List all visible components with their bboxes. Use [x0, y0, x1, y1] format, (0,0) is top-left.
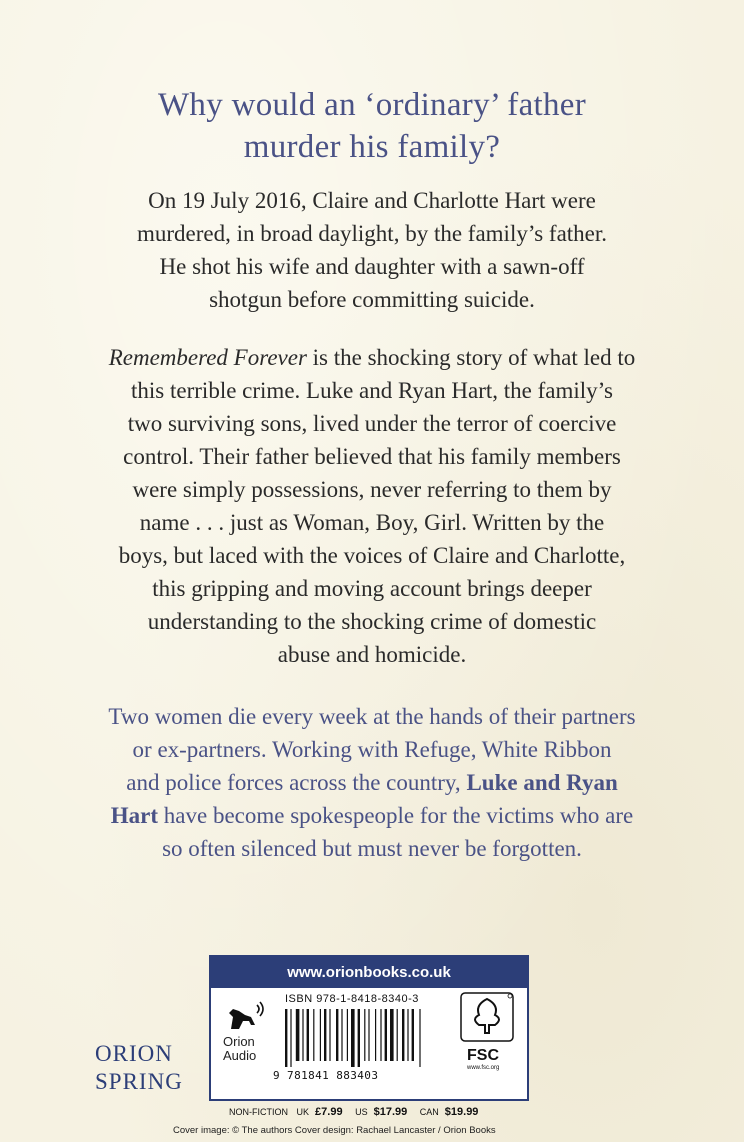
price-can: $19.99 — [444, 1106, 479, 1118]
authors-text: have become spokespeople for the victims who are — [158, 803, 634, 828]
barcode-bars — [283, 1009, 445, 1069]
summary-line: murdered, in broad daylight, by the family’s father. — [136, 221, 608, 246]
barcode-bar — [364, 1009, 365, 1061]
description-line — [0, 341, 744, 374]
barcode-bar — [407, 1009, 408, 1061]
audio-label-1: Orion — [223, 1034, 255, 1049]
barcode-bar — [329, 1009, 330, 1061]
barcode-bar — [307, 1009, 309, 1061]
barcode-bar — [402, 1009, 404, 1061]
dog-icon — [221, 999, 269, 1035]
description-text: is the shocking story of what led to — [306, 345, 636, 370]
authors-line — [0, 799, 744, 832]
description-line: this terrible crime. Luke and Ryan Hart, the family’s — [131, 378, 613, 403]
barcode-bar — [419, 1009, 420, 1067]
barcode-bar — [313, 1009, 314, 1061]
audio-label-2: Audio — [223, 1048, 257, 1063]
summary-line: He shot his wife and daughter with a sawn-off — [159, 254, 585, 279]
barcode-bar — [375, 1009, 376, 1061]
price-us: $17.99 — [373, 1106, 408, 1118]
price-us-label: US — [355, 1107, 368, 1117]
authors-line: or ex-partners. Working with Refuge, White Ribbon — [132, 737, 612, 762]
barcode-bar — [285, 1009, 287, 1067]
author-names: Hart — [110, 803, 159, 828]
price-uk-label: UK — [296, 1107, 310, 1117]
cover-credits: Cover image: © The authors Cover design: Rachael Lancaster / Orion Books — [173, 1125, 496, 1136]
ean-digits: 9 781841 883403 — [273, 1069, 379, 1082]
barcode-bar — [290, 1009, 291, 1067]
description-line: were simply possessions, never referring to them by — [132, 477, 612, 502]
authors-text: and police forces across the country, — [126, 770, 467, 795]
barcode-bar — [380, 1009, 381, 1061]
barcode-bar — [351, 1009, 355, 1067]
barcode-bar — [397, 1009, 398, 1061]
headline — [0, 84, 744, 168]
author-names: Luke and Ryan — [466, 770, 618, 795]
barcode-bar — [368, 1009, 369, 1061]
price-can-label: CAN — [419, 1107, 439, 1117]
fsc-tree-icon — [459, 991, 515, 1043]
orion-audio-logo — [223, 1035, 256, 1063]
summary-paragraph — [0, 184, 744, 316]
barcode-bar — [347, 1009, 348, 1061]
barcode-bar — [412, 1009, 414, 1061]
barcode-bar — [336, 1009, 338, 1061]
description-paragraph — [0, 341, 744, 671]
barcode-bar — [385, 1009, 387, 1061]
orion-spring-logo — [95, 1040, 183, 1096]
publisher-line-1: ORION — [95, 1041, 173, 1066]
barcode-bar — [341, 1009, 342, 1061]
description-line: abuse and homicide. — [277, 642, 467, 667]
barcode-bar — [320, 1009, 321, 1061]
summary-line: On 19 July 2016, Claire and Charlotte Hart were — [148, 188, 596, 213]
description-line: this gripping and moving account brings deeper — [152, 576, 592, 601]
barcode-panel — [209, 955, 529, 1101]
barcode-bar — [390, 1009, 394, 1061]
headline-line-1: Why would an ‘ordinary’ father — [157, 87, 587, 123]
fsc-label: FSC — [467, 1047, 499, 1064]
description-line: boys, but laced with the voices of Claire and Charlotte, — [118, 543, 626, 568]
isbn-text: ISBN 978-1-8418-8340-3 — [285, 993, 419, 1005]
price-uk: £7.99 — [315, 1106, 343, 1118]
description-line: understanding to the shocking crime of domestic — [147, 609, 597, 634]
headline-line-2: murder his family? — [243, 129, 501, 165]
description-line: name . . . just as Woman, Boy, Girl. Written by the — [139, 510, 605, 535]
authors-line: so often silenced but must never be forgotten. — [162, 836, 582, 861]
description-line: control. Their father believed that his family members — [123, 444, 621, 469]
barcode-bar — [296, 1009, 300, 1061]
authors-line — [0, 766, 744, 799]
authors-line: Two women die every week at the hands of their partners — [108, 704, 636, 729]
price-line — [229, 1106, 488, 1118]
barcode-bar — [358, 1009, 360, 1067]
barcode-bar — [302, 1009, 303, 1061]
publisher-line-2: SPRING — [95, 1069, 183, 1094]
summary-line: shotgun before committing suicide. — [209, 287, 535, 312]
description-line: two surviving sons, lived under the terror of coercive — [127, 411, 617, 436]
authors-paragraph — [0, 700, 744, 865]
fsc-url: www.fsc.org — [467, 1065, 500, 1071]
barcode-bar — [324, 1009, 326, 1061]
publisher-url: www.orionbooks.co.uk — [211, 957, 527, 988]
book-title: Remembered Forever — [108, 345, 307, 370]
category-label: NON-FICTION — [229, 1107, 288, 1117]
